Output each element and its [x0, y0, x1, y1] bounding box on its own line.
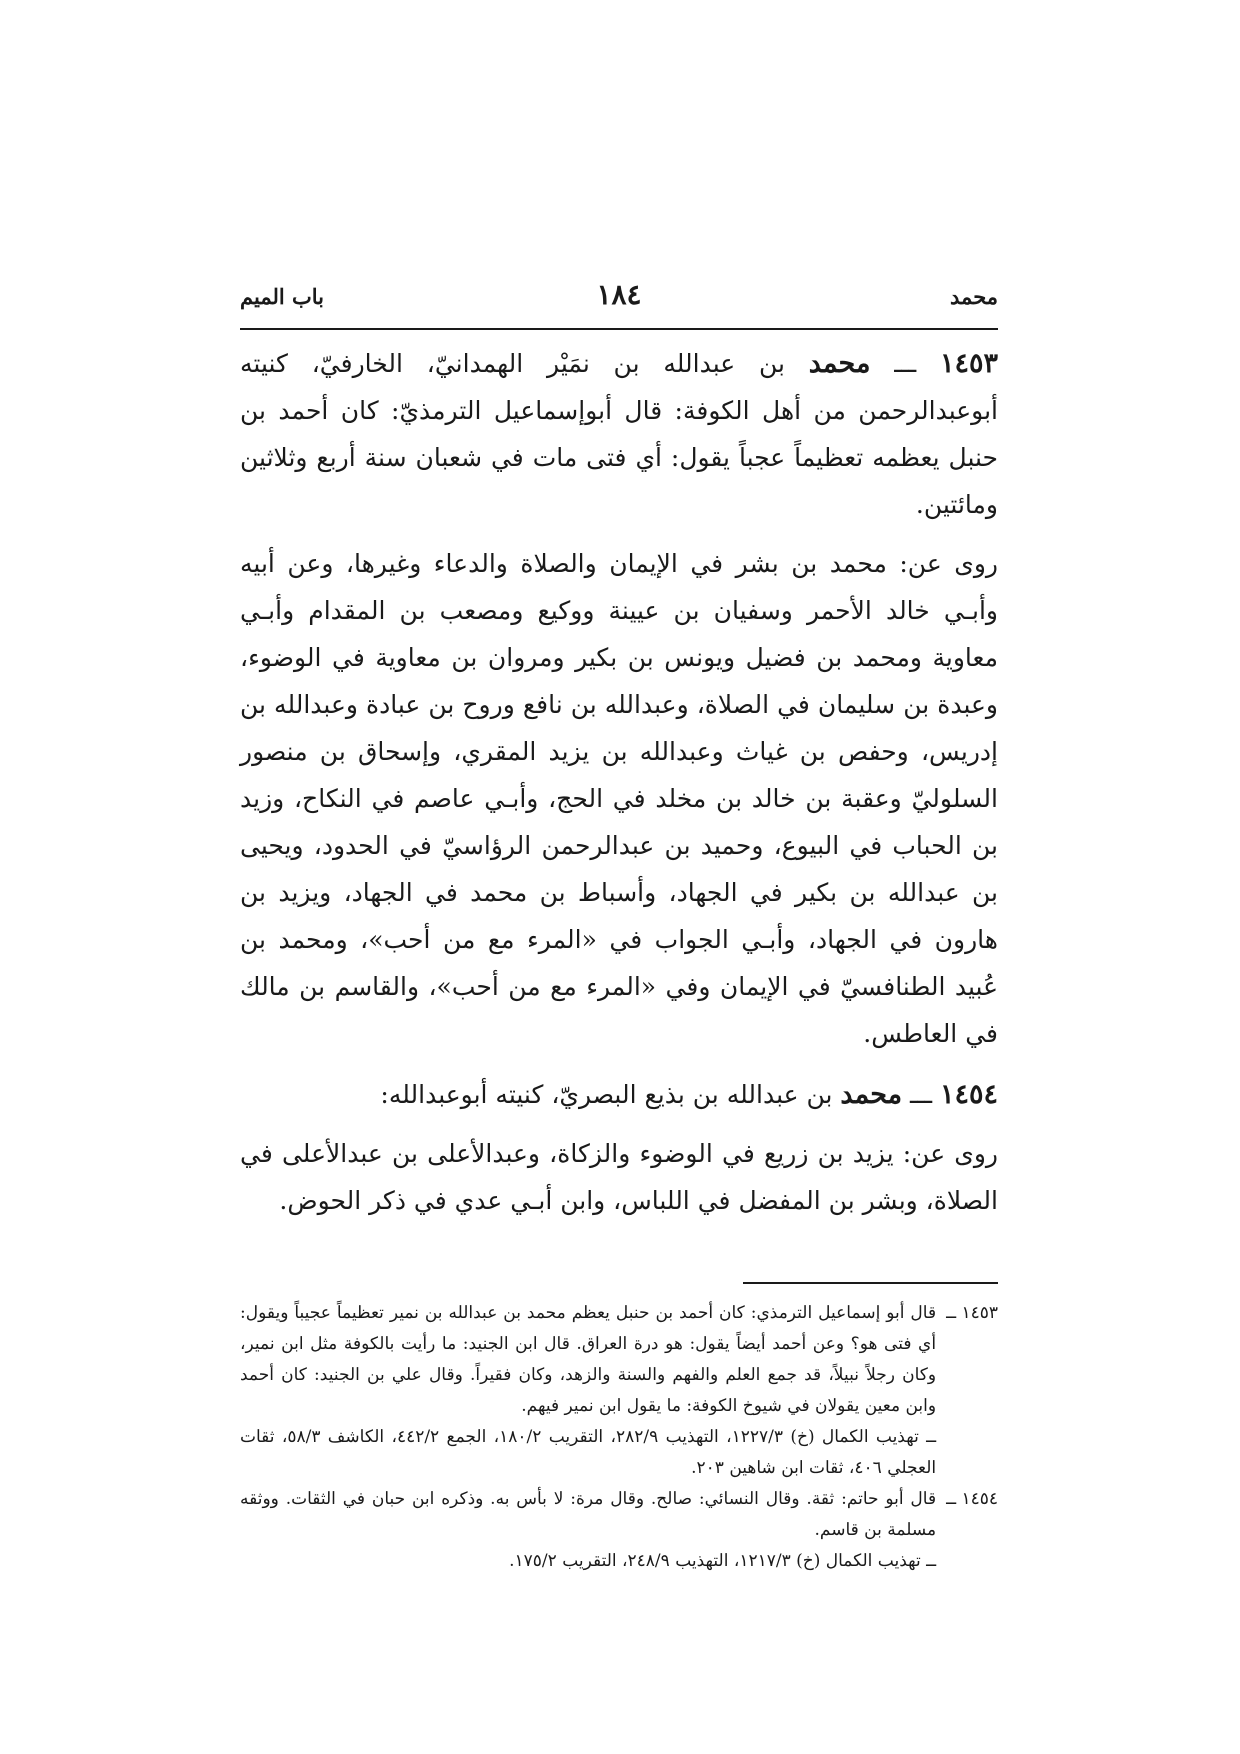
entry-number: ١٤٥٤: [939, 1079, 998, 1110]
entry-dash: ـــ: [870, 349, 940, 378]
main-text: [240, 340, 998, 1224]
footnote-body: [240, 1484, 936, 1577]
chapter-title: باب الميم: [240, 284, 325, 309]
entry-dash: ـــ: [902, 1080, 940, 1109]
footnote-sources: ــ تهذيب الكمال (خ) ١٢٢٧/٣، التهذيب ٢٨٢/٩، التقريب ١٨٠/٢، الجمع ٤٤٢/٢، الكاشف ٥٨/٣، ثقات العجلي ٤٠٦، ثقات ابن شاهين ٢٠٣.: [240, 1427, 937, 1478]
entry-1453-riwaya: روى عن: محمد بن بشر في الإيمان والصلاة والدعاء وغيرها، وعن أبيه وأبـي خالد الأحمر وسفيان بن عيينة ووكيع ومصعب بن المقدام وأبـي معاوية ومحمد بن فضيل ويونس بن بكير ومروان بن معاوية في الوضوء، وعبدة بن سليمان في الصلاة، وعبدالله بن نافع وروح بن عبادة وعبدالله بن إدريس، وحفص بن غياث وعبدالله بن يزيد المقري، وإسحاق بن منصور السلوليّ وعقبة بن خالد بن مخلد في الحج، وأبـي عاصم في النكاح، وزيد بن الحباب في البيوع، وحميد بن عبدالرحمن الرؤاسيّ في الحدود، ويحيى بن عبدالله بن بكير في الجهاد، وأسباط بن محمد في الجهاد، ويزيد بن هارون في الجهاد، وأبـي الجواب في «المرء مع من أحب»، ومحمد بن عُبيد الطنافسيّ في الإيمان وفي «المرء مع من أحب»، والقاسم بن مالك في العاطس.: [240, 549, 998, 1048]
page-number: ١٨٤: [596, 278, 642, 311]
entry-1454-riwaya: روى عن: يزيد بن زريع في الوضوء والزكاة، وعبدالأعلى بن عبدالأعلى في الصلاة، وبشر بن المفضل في اللباس، وابن أبـي عدي في ذكر الحوض.: [240, 1139, 998, 1215]
footnote-text: قال أبو إسماعيل الترمذي: كان أحمد بن حنبل يعظم محمد بن عبدالله بن نمير تعظيماً عجيباً ويقول: أي فتى هو؟ وعن أحمد أيضاً يقول: هو درة العراق. قال ابن الجنيد: ما رأيت بالكوفة مثل ابن نمير، وكان رجلاً نبيلاً، قد جمع العلم والفهم والسنة والزهد، وكان فقيراً. وقال علي بن الجنيد: كان أحمد وابن معين يقولان في شيوخ الكوفة: ما يقول ابن نمير فيهم.: [240, 1303, 937, 1416]
entry-name: محمد: [808, 348, 871, 379]
footnote-1454: [240, 1484, 998, 1577]
entry-intro: بن عبدالله بن نمَيْر الهمدانيّ، الخارفيّ، كنيته أبوعبدالرحمن من أهل الكوفة: قال أبوإسماعيل الترمذيّ: كان أحمد بن حنبل يعظمه تعظيماً عجباً يقول: أي فتى مات في شعبان سنة أربع وثلاثين ومائتين.: [240, 349, 998, 519]
entry-name: محمد: [840, 1079, 903, 1110]
footnote-label: ١٤٥٤ ــ: [946, 1489, 998, 1509]
footnote-1453: [240, 1298, 998, 1484]
entry-intro: بن عبدالله بن بذيع البصريّ، كنيته أبوعبدالله:: [380, 1080, 841, 1109]
book-page: [240, 268, 998, 1577]
running-head-name: محمد: [950, 284, 998, 309]
footnote-body: [240, 1298, 936, 1484]
footnotes: [240, 1298, 998, 1577]
entry-number: ١٤٥٣: [939, 348, 998, 379]
footnote-label: ١٤٥٣ ــ: [946, 1303, 998, 1323]
entry-1454-heading: [240, 1071, 998, 1118]
footnote-separator-wrap: [240, 1238, 998, 1298]
footnote-sources: ــ تهذيب الكمال (خ) ١٢١٧/٣، التهذيب ٢٤٨/٩، التقريب ١٧٥/٢.: [509, 1551, 937, 1571]
footnote-separator: [743, 1282, 998, 1284]
entry-1453-heading: [240, 340, 998, 528]
running-header: [240, 268, 998, 330]
footnote-text: قال أبو حاتم: ثقة. وقال النسائي: صالح. وقال مرة: لا بأس به. وذكره ابن حبان في الثقات. ووثقه مسلمة بن قاسم.: [240, 1489, 937, 1540]
